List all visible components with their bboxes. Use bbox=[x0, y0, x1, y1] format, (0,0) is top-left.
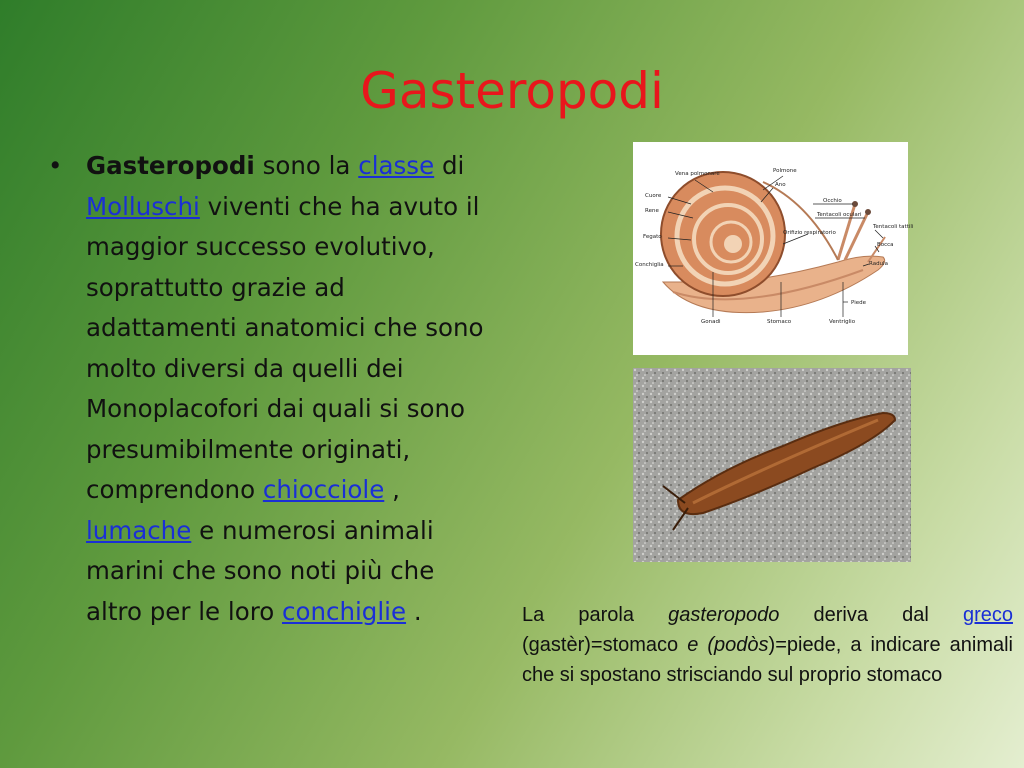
label-vena: Vena polmonare bbox=[675, 171, 720, 177]
snail-anatomy-diagram bbox=[633, 142, 914, 355]
label-tentacoli-tattili: Tentacoli tattili bbox=[873, 224, 914, 230]
slug-svg bbox=[633, 368, 911, 562]
link-molluschi[interactable]: Molluschi bbox=[86, 191, 200, 221]
text-fragment: e numerosi animali marini che sono noti più che altro per le loro bbox=[86, 515, 435, 626]
label-bocca: Bocca bbox=[877, 242, 894, 248]
text-fragment: , bbox=[384, 475, 400, 504]
link-chiocciole[interactable]: chiocciole bbox=[262, 475, 385, 504]
label-stomaco: Stomaco bbox=[767, 319, 792, 325]
label-tentacoli-oculari: Tentacoli oculari bbox=[817, 212, 862, 218]
text-fragment: La parola bbox=[522, 604, 669, 626]
label-occhio: Occhio bbox=[823, 198, 842, 204]
text-fragment: viventi che ha avuto il maggior successo evolutivo, soprattutto grazie ad adattamenti anatomici che sono molto diversi da quelli dei Monoplacofori dai quali si sono presumibilmente originati, comprendono bbox=[86, 191, 484, 504]
text-fragment: sono la bbox=[254, 151, 359, 180]
link-conchiglie[interactable]: conchiglie bbox=[282, 596, 407, 626]
bullet-dot: • bbox=[48, 151, 63, 180]
label-polmone: Polmone bbox=[773, 168, 797, 174]
label-rene: Rene bbox=[645, 208, 659, 214]
text-fragment: (gastèr)=stomaco bbox=[522, 634, 688, 656]
text-fragment: )=piede, a indicare animali che si spostano strisciando sul proprio stomaco bbox=[522, 634, 1013, 686]
label-piede: Piede bbox=[851, 300, 866, 306]
label-conchiglia: Conchiglia bbox=[635, 262, 664, 268]
caption-etymology bbox=[522, 600, 1013, 690]
link-classe[interactable]: classe bbox=[358, 151, 435, 180]
label-ventriglio: Ventriglio bbox=[829, 319, 856, 325]
bold-term: Gasteropodi bbox=[86, 151, 255, 180]
italic-term: e (podòs bbox=[687, 634, 769, 656]
label-gonadi: Gonadi bbox=[701, 319, 721, 325]
text-fragment: deriva dal bbox=[779, 604, 963, 626]
anatomy-svg bbox=[633, 142, 914, 355]
text-fragment: di bbox=[434, 151, 465, 180]
label-ano: Ano bbox=[775, 182, 786, 188]
label-cuore: Cuore bbox=[645, 193, 662, 199]
slug-photo bbox=[633, 368, 911, 562]
label-radula: Radula bbox=[869, 261, 888, 267]
bullet-paragraph bbox=[40, 146, 490, 632]
label-fegato: Fegato bbox=[643, 234, 662, 240]
label-orifizio: Orifizio respiratorio bbox=[783, 230, 836, 236]
slide-title: Gasteropodi bbox=[360, 62, 664, 120]
link-lumache[interactable]: lumache bbox=[86, 515, 192, 545]
link-greco[interactable]: greco bbox=[962, 604, 1013, 626]
italic-term: gasteropodo bbox=[668, 604, 780, 626]
text-fragment: . bbox=[406, 596, 422, 626]
